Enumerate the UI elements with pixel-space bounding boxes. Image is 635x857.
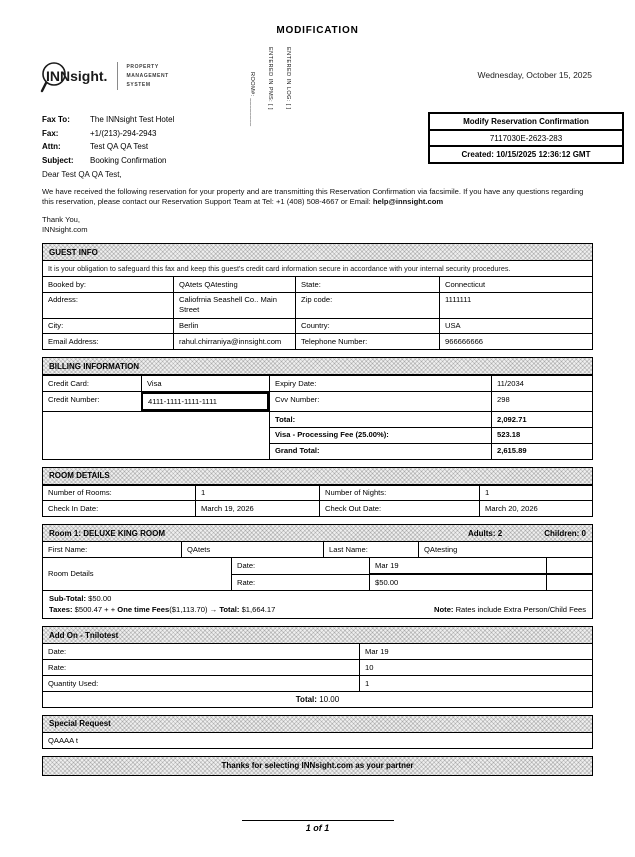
expiry-value: 11/2034 <box>491 376 592 391</box>
credit-card-value: Visa <box>141 376 269 391</box>
logo-tagline <box>126 63 168 90</box>
billing-totals-spacer <box>43 412 269 459</box>
letter-paragraph <box>42 187 593 208</box>
table-row <box>43 318 592 334</box>
addon-total-value: 10.00 <box>319 694 340 704</box>
number-of-nights-label: Number of Nights: <box>319 486 479 501</box>
date-label: Date: <box>231 558 369 575</box>
credit-number-value: 4111-1111-1111-1111 <box>141 392 269 411</box>
subject-row <box>42 154 174 168</box>
fax-header-block <box>42 113 174 167</box>
table-row <box>43 542 592 557</box>
rate-table-spacer <box>546 575 592 590</box>
cvv-value: 298 <box>491 392 592 411</box>
table-row <box>43 675 592 691</box>
first-name-value: QAtets <box>181 542 323 557</box>
innsight-logo <box>42 62 169 90</box>
billing-totals-block <box>43 411 592 459</box>
addon-date-label: Date: <box>48 646 67 656</box>
addon-section <box>42 626 593 708</box>
note-label: Note: <box>434 605 454 615</box>
logo-divider <box>117 62 118 90</box>
subject-value: Booking Confirmation <box>90 155 167 165</box>
special-request-header: Special Request <box>43 716 592 733</box>
thanks-banner: Thanks for selecting INNsight.com as your partner <box>42 756 593 776</box>
expiry-label: Expiry Date: <box>269 376 491 391</box>
total-label: Total: <box>269 412 491 427</box>
grand-total-value: 2,615.89 <box>491 443 592 459</box>
room1-subtotal-block <box>43 590 592 619</box>
subtotal-and-taxes <box>49 593 275 615</box>
table-row <box>43 276 592 292</box>
credit-number-label: Credit Number: <box>48 394 100 404</box>
subtotal-line <box>49 593 275 604</box>
magnifier-icon <box>40 62 76 96</box>
room1-header <box>43 525 592 542</box>
doc-type-title: MODIFICATION <box>276 25 359 36</box>
special-request-value: QAAAA t <box>48 735 78 745</box>
support-email: help@innsight.com <box>372 197 444 207</box>
room1-rate-table <box>43 557 592 590</box>
state-label: State: <box>295 277 439 292</box>
table-row <box>43 333 592 349</box>
address-label: Address: <box>48 295 78 305</box>
processing-fee-label: Visa - Processing Fee (25.00%): <box>269 427 491 443</box>
rate-value: $50.00 <box>369 575 546 590</box>
country-value: USA <box>439 319 592 334</box>
fax-number-value: +1/(213)-294-2943 <box>90 128 157 138</box>
letter-body <box>42 170 593 235</box>
last-name-value: QAtesting <box>418 542 592 557</box>
fax-to-value: The INNsight Test Hotel <box>90 115 175 124</box>
document-date: Wednesday, October 15, 2025 <box>477 70 592 80</box>
document-sections <box>42 243 593 776</box>
rate-table-spacer <box>546 558 592 575</box>
taxes-label: Taxes: <box>49 605 73 615</box>
processing-fee-value: 523.18 <box>491 427 592 443</box>
billing-section <box>42 357 593 459</box>
country-label: Country: <box>295 319 439 334</box>
signature-line: INNsight.com <box>42 225 88 235</box>
addon-rate-label: Rate: <box>48 662 67 672</box>
email-value: rahul.chirraniya@innsight.com <box>173 334 295 349</box>
stamp-entered-in-log: ENTERED IN LOG: [ ] <box>285 47 291 110</box>
attn-label: Attn: <box>42 142 61 151</box>
addon-rate-value: 10 <box>359 660 592 675</box>
room1-adults: Adults: 2 <box>467 528 503 538</box>
logo-wordmark <box>42 64 109 88</box>
letter-greeting: Dear Test QA QA Test, <box>42 170 122 179</box>
guest-info-header: GUEST INFO <box>43 244 592 261</box>
rates-note <box>434 604 586 615</box>
stamp-entered-in-pms: ENTERED IN PMS: [ ] <box>267 47 273 110</box>
check-out-label: Check Out Date: <box>319 501 479 516</box>
room1-title: Room 1: DELUXE KING ROOM <box>49 528 166 538</box>
subtotal-value: $50.00 <box>88 594 112 604</box>
addon-quantity-label: Quantity Used: <box>48 678 99 688</box>
logo-brand-text: INNsight. <box>46 68 108 84</box>
number-of-nights-value: 1 <box>479 486 592 501</box>
zip-label: Zip code: <box>295 293 439 318</box>
booked-by-value: QAtets QAtesting <box>173 277 295 292</box>
letter-signoff <box>42 215 593 235</box>
address-value: Caliofrnia Seashell Co.. Main Street <box>173 293 295 318</box>
fax-to-row <box>42 113 174 127</box>
check-in-value: March 19, 2026 <box>195 501 319 516</box>
fax-to-label: Fax To: <box>42 115 70 124</box>
confirmation-number: 7117030E-2623-283 <box>489 133 563 143</box>
billing-header: BILLING INFORMATION <box>43 358 592 375</box>
addon-total-label: Total: <box>295 694 317 704</box>
taxes-line <box>49 604 275 615</box>
confirmation-box <box>428 112 624 164</box>
room-total-amount: $1,664.17 <box>241 605 276 615</box>
subject-label: Subject: <box>42 155 74 165</box>
addon-date-value: Mar 19 <box>359 644 592 659</box>
zip-value: 1111111 <box>439 293 592 318</box>
fax-number-label: Fax: <box>42 128 59 138</box>
logo-tagline-line: MANAGEMENT <box>126 72 169 79</box>
room-details-header: ROOM DETAILS <box>43 468 592 485</box>
table-row <box>43 485 592 501</box>
email-label: Email Address: <box>48 336 99 346</box>
city-label: City: <box>48 321 64 331</box>
room-details-cell-label: Room Details <box>48 569 94 579</box>
table-row <box>43 391 592 411</box>
rate-label: Rate: <box>231 575 369 590</box>
telephone-label: Telephone Number: <box>295 334 439 349</box>
logo-tagline-line: PROPERTY <box>126 63 159 70</box>
page-number: 1 of 1 <box>305 823 330 833</box>
number-of-rooms-value: 1 <box>195 486 319 501</box>
telephone-value: 966666666 <box>439 334 592 349</box>
total-value: 2,092.71 <box>491 412 592 427</box>
confirmation-box-title: Modify Reservation Confirmation <box>430 114 622 131</box>
footer-divider <box>242 820 394 821</box>
room-details-section <box>42 467 593 518</box>
arrow-glyph: → <box>209 605 218 615</box>
guest-info-section <box>42 243 593 350</box>
credit-card-label: Credit Card: <box>48 378 89 388</box>
table-row <box>43 500 592 516</box>
special-request-section <box>42 715 593 749</box>
guest-info-note: It is your obligation to safeguard this fax and keep this guest's credit card information secure in accordance with your internal security procedures. <box>48 264 511 273</box>
addon-header: Add On - Tnilotest <box>43 627 592 644</box>
attn-row <box>42 140 174 154</box>
fax-number-row <box>42 127 174 141</box>
addon-quantity-value: 1 <box>359 676 592 691</box>
city-value: Berlin <box>173 319 295 334</box>
check-in-label: Check In Date: <box>48 503 99 513</box>
confirmation-created-timestamp: Created: 10/15/2025 12:36:12 GMT <box>430 145 622 162</box>
first-name-label: First Name: <box>48 544 88 554</box>
attn-value: Test QA QA Test <box>90 142 149 151</box>
room1-children: Children: 0 <box>544 528 586 538</box>
stamp-room-number: ROOM#: ________ <box>249 72 255 127</box>
cvv-label: Cvv Number: <box>269 392 491 411</box>
one-time-fees-label: One time Fees <box>117 605 170 615</box>
logo-tagline-line: SYSTEM <box>126 81 151 88</box>
state-value: Connecticut <box>439 277 592 292</box>
note-text: Rates include Extra Person/Child Fees <box>455 605 586 615</box>
table-row <box>43 375 592 391</box>
booked-by-label: Booked by: <box>48 279 86 289</box>
subtotal-label: Sub-Total: <box>49 594 86 604</box>
check-out-value: March 20, 2026 <box>479 501 592 516</box>
grand-total-label: Grand Total: <box>269 443 491 459</box>
number-of-rooms-label: Number of Rooms: <box>48 488 112 498</box>
addon-total-row <box>43 691 592 707</box>
room-total-label: Total: <box>219 605 240 615</box>
letter-paragraph-text: We have received the following reservation for your property and are transmitting this Reservation Confirmation via facsimile. If you have any questions regarding this reservation, please contact our Reservation Support Team at Tel: +1 (408) 508-4667 or Email: <box>42 186 584 207</box>
date-value: Mar 19 <box>369 558 546 575</box>
thank-you-line: Thank You, <box>42 215 81 225</box>
table-row <box>43 292 592 318</box>
table-row <box>43 644 592 659</box>
table-row <box>43 659 592 675</box>
taxes-amount: $500.47 + + <box>74 605 116 615</box>
one-time-fees-amount: ($1,113.70) <box>169 605 208 615</box>
room1-section <box>42 524 593 619</box>
last-name-label: Last Name: <box>323 542 418 557</box>
